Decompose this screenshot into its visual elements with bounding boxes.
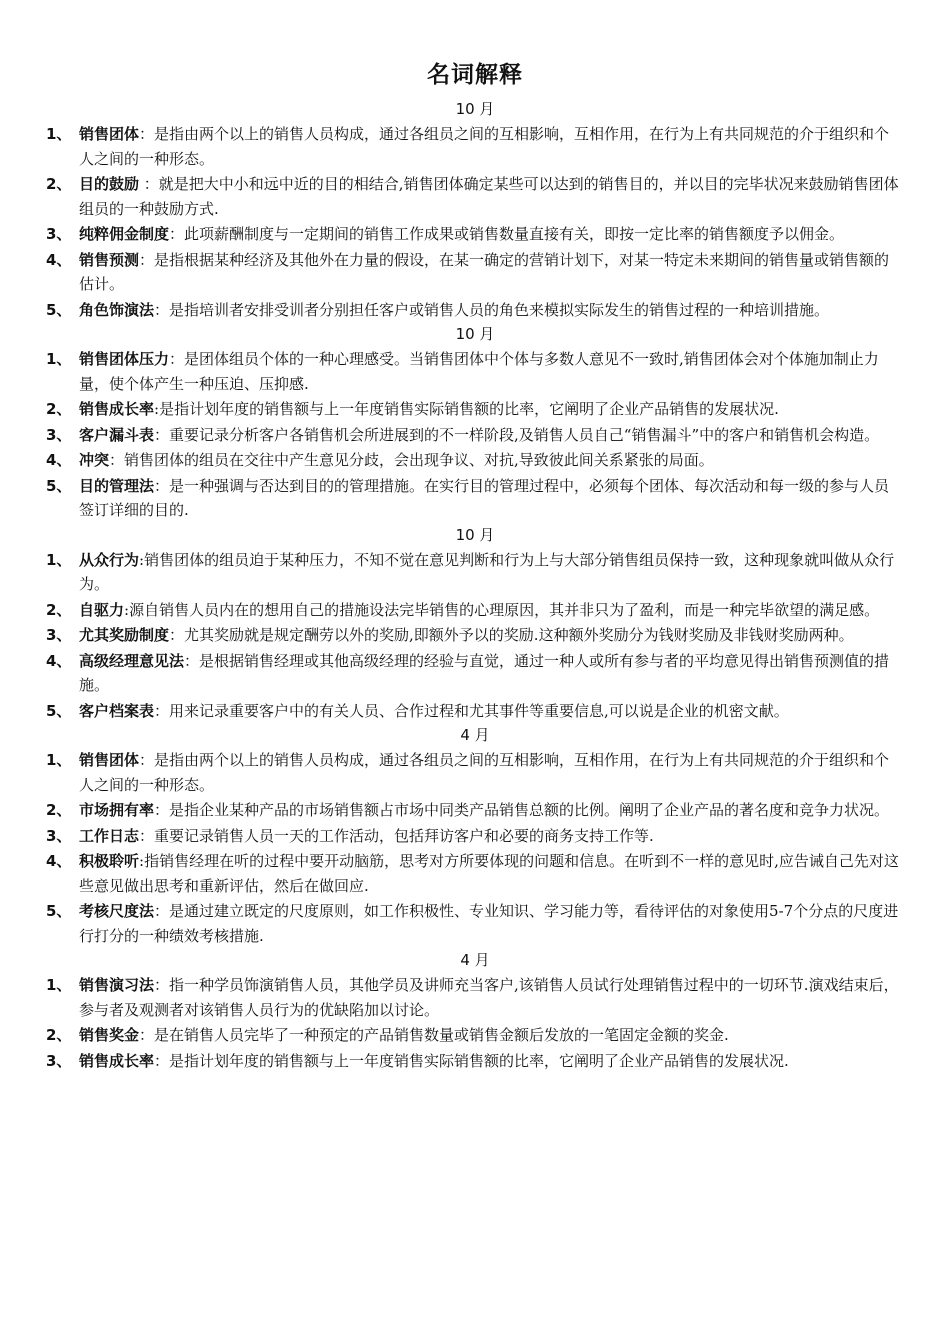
- entry-definition: 销售团体的组员在交往中产生意见分歧，会出现争议、对抗,导致彼此间关系紧张的局面。: [124, 451, 714, 469]
- entry-separator: ：: [154, 902, 170, 920]
- entry-number: 5、: [46, 701, 72, 720]
- entry-term: 考核尺度法: [79, 902, 155, 920]
- glossary-entry: [0, 849, 950, 898]
- entry-definition: 指销售经理在听的过程中要开动脑筋，思考对方所要体现的问题和信息。在听到不一样的意见时,应告诫自己先对这些意见做出思考和重新评估，然后在做回应.: [79, 852, 899, 895]
- glossary-entry: [0, 973, 950, 1022]
- entry-definition: 是团体组员个体的一种心理感受。当销售团体中个体与多数人意见不一致时,销售团体会对个体施加制止力量，使个体产生一种压迫、压抑感.: [79, 350, 879, 393]
- entry-separator: ：: [139, 175, 159, 193]
- glossary-entry: [0, 798, 950, 823]
- glossary-entry: [0, 623, 950, 648]
- entry-term: 销售成长率: [79, 400, 155, 418]
- entry-number: 1、: [46, 350, 72, 368]
- entry-number: 3、: [46, 225, 72, 243]
- entry-term: 市场拥有率: [79, 801, 155, 819]
- entry-separator: ：: [139, 250, 155, 269]
- entry-definition: 重要记录分析客户各销售机会所进展到的不一样阶段,及销售人员自己“销售漏斗”中的客户和销售机会构造。: [169, 425, 880, 444]
- section-heading: 10 月: [455, 525, 495, 544]
- entry-number: 1、: [46, 976, 72, 994]
- glossary-entry: [0, 649, 950, 698]
- entry-separator: ：: [169, 626, 185, 644]
- entry-number: 5、: [46, 476, 72, 495]
- entry-number: 5、: [46, 300, 72, 319]
- entry-separator: ：: [154, 1051, 170, 1070]
- entry-definition: 是通过建立既定的尺度原则，如工作积极性、专业知识、学习能力等，看待评估的对象使用5-7个分点的尺度进行打分的一种绩效考核措施.: [79, 902, 899, 945]
- entry-term: 销售团体: [79, 125, 140, 143]
- entry-term: 销售预测: [79, 250, 140, 269]
- entry-number: 5、: [46, 902, 72, 920]
- entry-definition: 是一种强调与否达到目的的管理措施。在实行目的管理过程中，必须每个团体、每次活动和每一级的参与人员签订详细的目的.: [79, 476, 890, 519]
- entry-separator: ：: [184, 651, 200, 670]
- glossary-entry: [0, 598, 950, 623]
- entry-term: 自驱力: [79, 600, 125, 619]
- entry-separator: ：: [154, 425, 170, 444]
- glossary-entry: [0, 448, 950, 473]
- entry-definition: 尤其奖励就是规定酬劳以外的奖励,即额外予以的奖励.这种额外奖励分为钱财奖励及非钱财奖励两种。: [184, 626, 854, 644]
- entry-definition: 是根据销售经理或其他高级经理的经验与直觉，通过一种人或所有参与者的平均意见得出销售预测值的措施。: [79, 651, 890, 694]
- entry-term: 纯粹佣金制度: [79, 225, 170, 243]
- glossary-entry: [0, 122, 950, 171]
- glossary-entry: [0, 899, 950, 948]
- entry-definition: 是指计划年度的销售额与上一年度销售实际销售额的比率，它阐明了企业产品销售的发展状况.: [169, 1051, 789, 1070]
- entry-separator: ：: [139, 826, 155, 845]
- entry-separator: :: [139, 852, 145, 870]
- entry-term: 尤其奖励制度: [79, 626, 170, 644]
- entry-term: 客户档案表: [79, 701, 155, 720]
- glossary-entry: [0, 824, 950, 849]
- entry-term: 冲突: [79, 451, 110, 469]
- entry-term: 工作日志: [79, 826, 140, 845]
- entry-term: 积极聆听: [79, 852, 140, 870]
- entry-separator: ：: [154, 976, 170, 994]
- section-heading: 10 月: [455, 100, 495, 118]
- glossary-entry: [0, 423, 950, 448]
- entry-number: 3、: [46, 425, 72, 444]
- entry-term: 销售成长率: [79, 1051, 155, 1070]
- section-heading: 4 月: [460, 726, 490, 744]
- entry-separator: ：: [154, 300, 170, 319]
- entry-definition: 重要记录销售人员一天的工作活动，包括拜访客户和必要的商务支持工作等.: [154, 826, 654, 845]
- entry-number: 2、: [46, 1026, 72, 1044]
- entry-definition: 是在销售人员完毕了一种预定的产品销售数量或销售金额后发放的一笔固定金额的奖金.: [154, 1026, 729, 1044]
- entry-term: 客户漏斗表: [79, 425, 155, 444]
- entry-definition: 销售团体的组员迫于某种压力，不知不觉在意见判断和行为上与大部分销售组员保持一致，这种现象就叫做从众行为。: [79, 550, 895, 593]
- entry-term: 目的鼓励: [79, 175, 140, 193]
- section-heading: 4 月: [460, 951, 490, 969]
- glossary-entry: [0, 298, 950, 323]
- entry-number: 3、: [46, 1051, 72, 1070]
- entry-number: 2、: [46, 801, 72, 819]
- entry-term: 角色饰演法: [79, 300, 155, 319]
- glossary-entry: [0, 347, 950, 396]
- glossary-entry: [0, 397, 950, 422]
- entry-number: 1、: [46, 751, 72, 769]
- entry-definition: 指一种学员饰演销售人员，其他学员及讲师充当客户,该销售人员试行处理销售过程中的一切环节.演戏结束后，参与者及观测者对该销售人员行为的优缺陷加以讨论。: [79, 976, 899, 1019]
- entry-number: 2、: [46, 400, 72, 418]
- entry-number: 1、: [46, 550, 72, 569]
- glossary-entry: [0, 474, 950, 523]
- glossary-entry: [0, 548, 950, 597]
- entry-definition: 是指企业某种产品的市场销售额占市场中同类产品销售总额的比例。阐明了企业产品的著名度和竞争力状况。: [169, 801, 890, 819]
- entry-number: 3、: [46, 626, 72, 644]
- entry-separator: :: [154, 400, 160, 418]
- entry-separator: :: [139, 550, 145, 569]
- entry-definition: 是指由两个以上的销售人员构成，通过各组员之间的互相影响，互相作用，在行为上有共同规范的介于组织和个人之间的一种形态。: [79, 125, 890, 168]
- entry-term: 高级经理意见法: [79, 651, 185, 670]
- entry-number: 3、: [46, 826, 72, 845]
- glossary-entry: [0, 248, 950, 297]
- entry-separator: :: [124, 600, 130, 619]
- glossary-entry: [0, 172, 950, 221]
- entry-term: 目的管理法: [79, 476, 155, 495]
- page-title: 名词解释: [427, 62, 523, 88]
- glossary-entry: [0, 748, 950, 797]
- entry-definition: 用来记录重要客户中的有关人员、合作过程和尤其事件等重要信息,可以说是企业的机密文献。: [169, 701, 789, 720]
- entry-separator: ：: [139, 1026, 155, 1044]
- entry-definition: 是指根据某种经济及其他外在力量的假设，在某一确定的营销计划下，对某一特定未来期间的销售量或销售额的估计。: [79, 250, 890, 293]
- entry-definition: 此项薪酬制度与一定期间的销售工作成果或销售数量直接有关，即按一定比率的销售额度予以佣金。: [184, 225, 845, 243]
- entry-number: 1、: [46, 125, 72, 143]
- entry-number: 2、: [46, 600, 72, 619]
- entry-definition: 是指培训者安排受训者分别担任客户或销售人员的角色来模拟实际发生的销售过程的一种培训措施。: [169, 300, 830, 319]
- section-heading: 10 月: [455, 325, 495, 343]
- entry-number: 4、: [46, 451, 72, 469]
- glossary-entry: [0, 1049, 950, 1074]
- entry-separator: ：: [154, 801, 170, 819]
- entry-term: 从众行为: [79, 550, 140, 569]
- entry-separator: ：: [139, 751, 155, 769]
- glossary-content: [0, 98, 950, 1074]
- entry-separator: ：: [154, 476, 170, 495]
- entry-term: 销售团体: [79, 751, 140, 769]
- entry-number: 2、: [46, 175, 72, 193]
- entry-definition: 源自销售人员内在的想用自己的措施设法完毕销售的心理原因，其并非只为了盈利，而是一种完毕欲望的满足感。: [129, 600, 880, 619]
- entry-term: 销售团体压力: [79, 350, 170, 368]
- glossary-entry: [0, 699, 950, 724]
- entry-term: 销售奖金: [79, 1026, 140, 1044]
- entry-separator: ：: [169, 350, 185, 368]
- entry-number: 4、: [46, 651, 72, 670]
- entry-separator: ：: [154, 701, 170, 720]
- entry-definition: 是指计划年度的销售额与上一年度销售实际销售额的比率，它阐明了企业产品销售的发展状况.: [159, 400, 779, 418]
- glossary-entry: [0, 1023, 950, 1048]
- entry-term: 销售演习法: [79, 976, 155, 994]
- entry-separator: ：: [139, 125, 155, 143]
- entry-separator: ：: [109, 451, 125, 469]
- glossary-entry: [0, 222, 950, 247]
- entry-number: 4、: [46, 250, 72, 269]
- entry-definition: 就是把大中小和远中近的目的相结合,销售团体确定某些可以达到的销售目的，并以目的完毕状况来鼓励销售团体组员的一种鼓励方式.: [79, 175, 899, 218]
- entry-separator: ：: [169, 225, 185, 243]
- entry-number: 4、: [46, 852, 72, 870]
- entry-definition: 是指由两个以上的销售人员构成，通过各组员之间的互相影响，互相作用，在行为上有共同规范的介于组织和个人之间的一种形态。: [79, 751, 890, 794]
